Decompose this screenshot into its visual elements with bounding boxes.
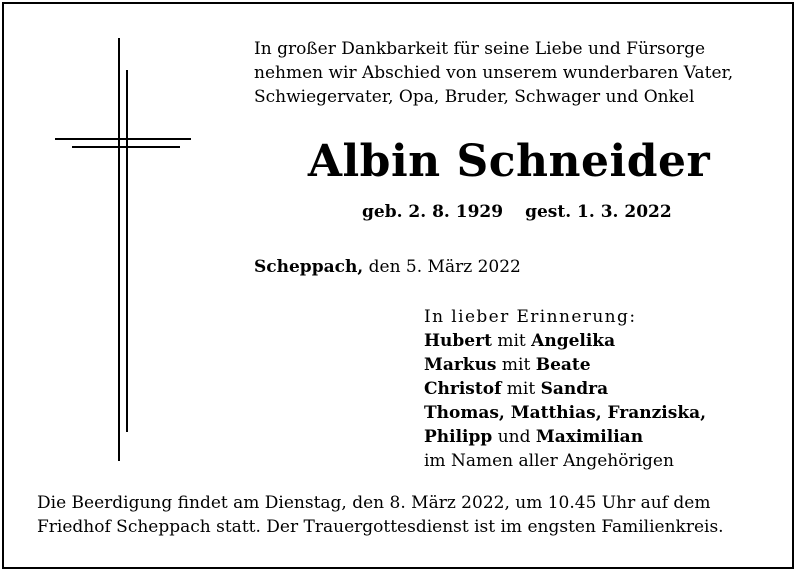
intro-line: Schwiegervater, Opa, Bruder, Schwager und Onkel <box>254 87 695 107</box>
mourner-name: Christof <box>424 379 502 399</box>
mourner-line <box>424 425 706 449</box>
place-town: Scheppach, <box>254 257 364 277</box>
place-date <box>254 255 521 279</box>
mourner-conj: und <box>497 427 531 447</box>
deceased-name: Albin Schneider <box>307 136 711 187</box>
mourner-conj: mit <box>497 331 526 351</box>
mourner-name: Sandra <box>540 379 609 399</box>
funeral-line: Friedhof Scheppach statt. Der Trauergottesdienst ist im engsten Familienkreis. <box>37 517 724 537</box>
cross-vertical-bar-inner <box>126 70 128 432</box>
intro-text <box>254 37 794 109</box>
mourners-closing: im Namen aller Angehörigen <box>424 451 674 471</box>
mourner-name: Hubert <box>424 331 492 351</box>
mourners-heading: In lieber Erinnerung: <box>424 307 637 327</box>
cross-horizontal-bar-inner <box>72 146 180 148</box>
mourner-name: Maximilian <box>535 427 644 447</box>
mourner-name: Philipp <box>424 427 493 447</box>
intro-line: nehmen wir Abschied von unserem wunderbaren Vater, <box>254 63 734 83</box>
place-date-text: den 5. März 2022 <box>368 257 521 277</box>
mourners-block <box>424 305 706 473</box>
funeral-line: Die Beerdigung findet am Dienstag, den 8. März 2022, um 10.45 Uhr auf dem <box>37 493 711 513</box>
mourner-line <box>424 377 706 401</box>
mourner-name: Beate <box>535 355 591 375</box>
mourner-line <box>424 401 706 425</box>
mourner-line <box>424 329 706 353</box>
mourner-line <box>424 353 706 377</box>
death-date: gest. 1. 3. 2022 <box>525 202 672 222</box>
mourner-names: Thomas, Matthias, Franziska, <box>424 403 707 423</box>
mourner-name: Markus <box>424 355 497 375</box>
funeral-notice <box>37 491 782 539</box>
intro-line: In großer Dankbarkeit für seine Liebe und Fürsorge <box>254 39 706 59</box>
cross-horizontal-bar <box>55 138 191 140</box>
birth-date: geb. 2. 8. 1929 <box>362 202 504 222</box>
life-dates <box>362 200 672 224</box>
mourner-name: Angelika <box>531 331 616 351</box>
cross-vertical-bar <box>118 38 120 461</box>
mourner-conj: mit <box>506 379 536 399</box>
mourner-conj: mit <box>501 355 531 375</box>
